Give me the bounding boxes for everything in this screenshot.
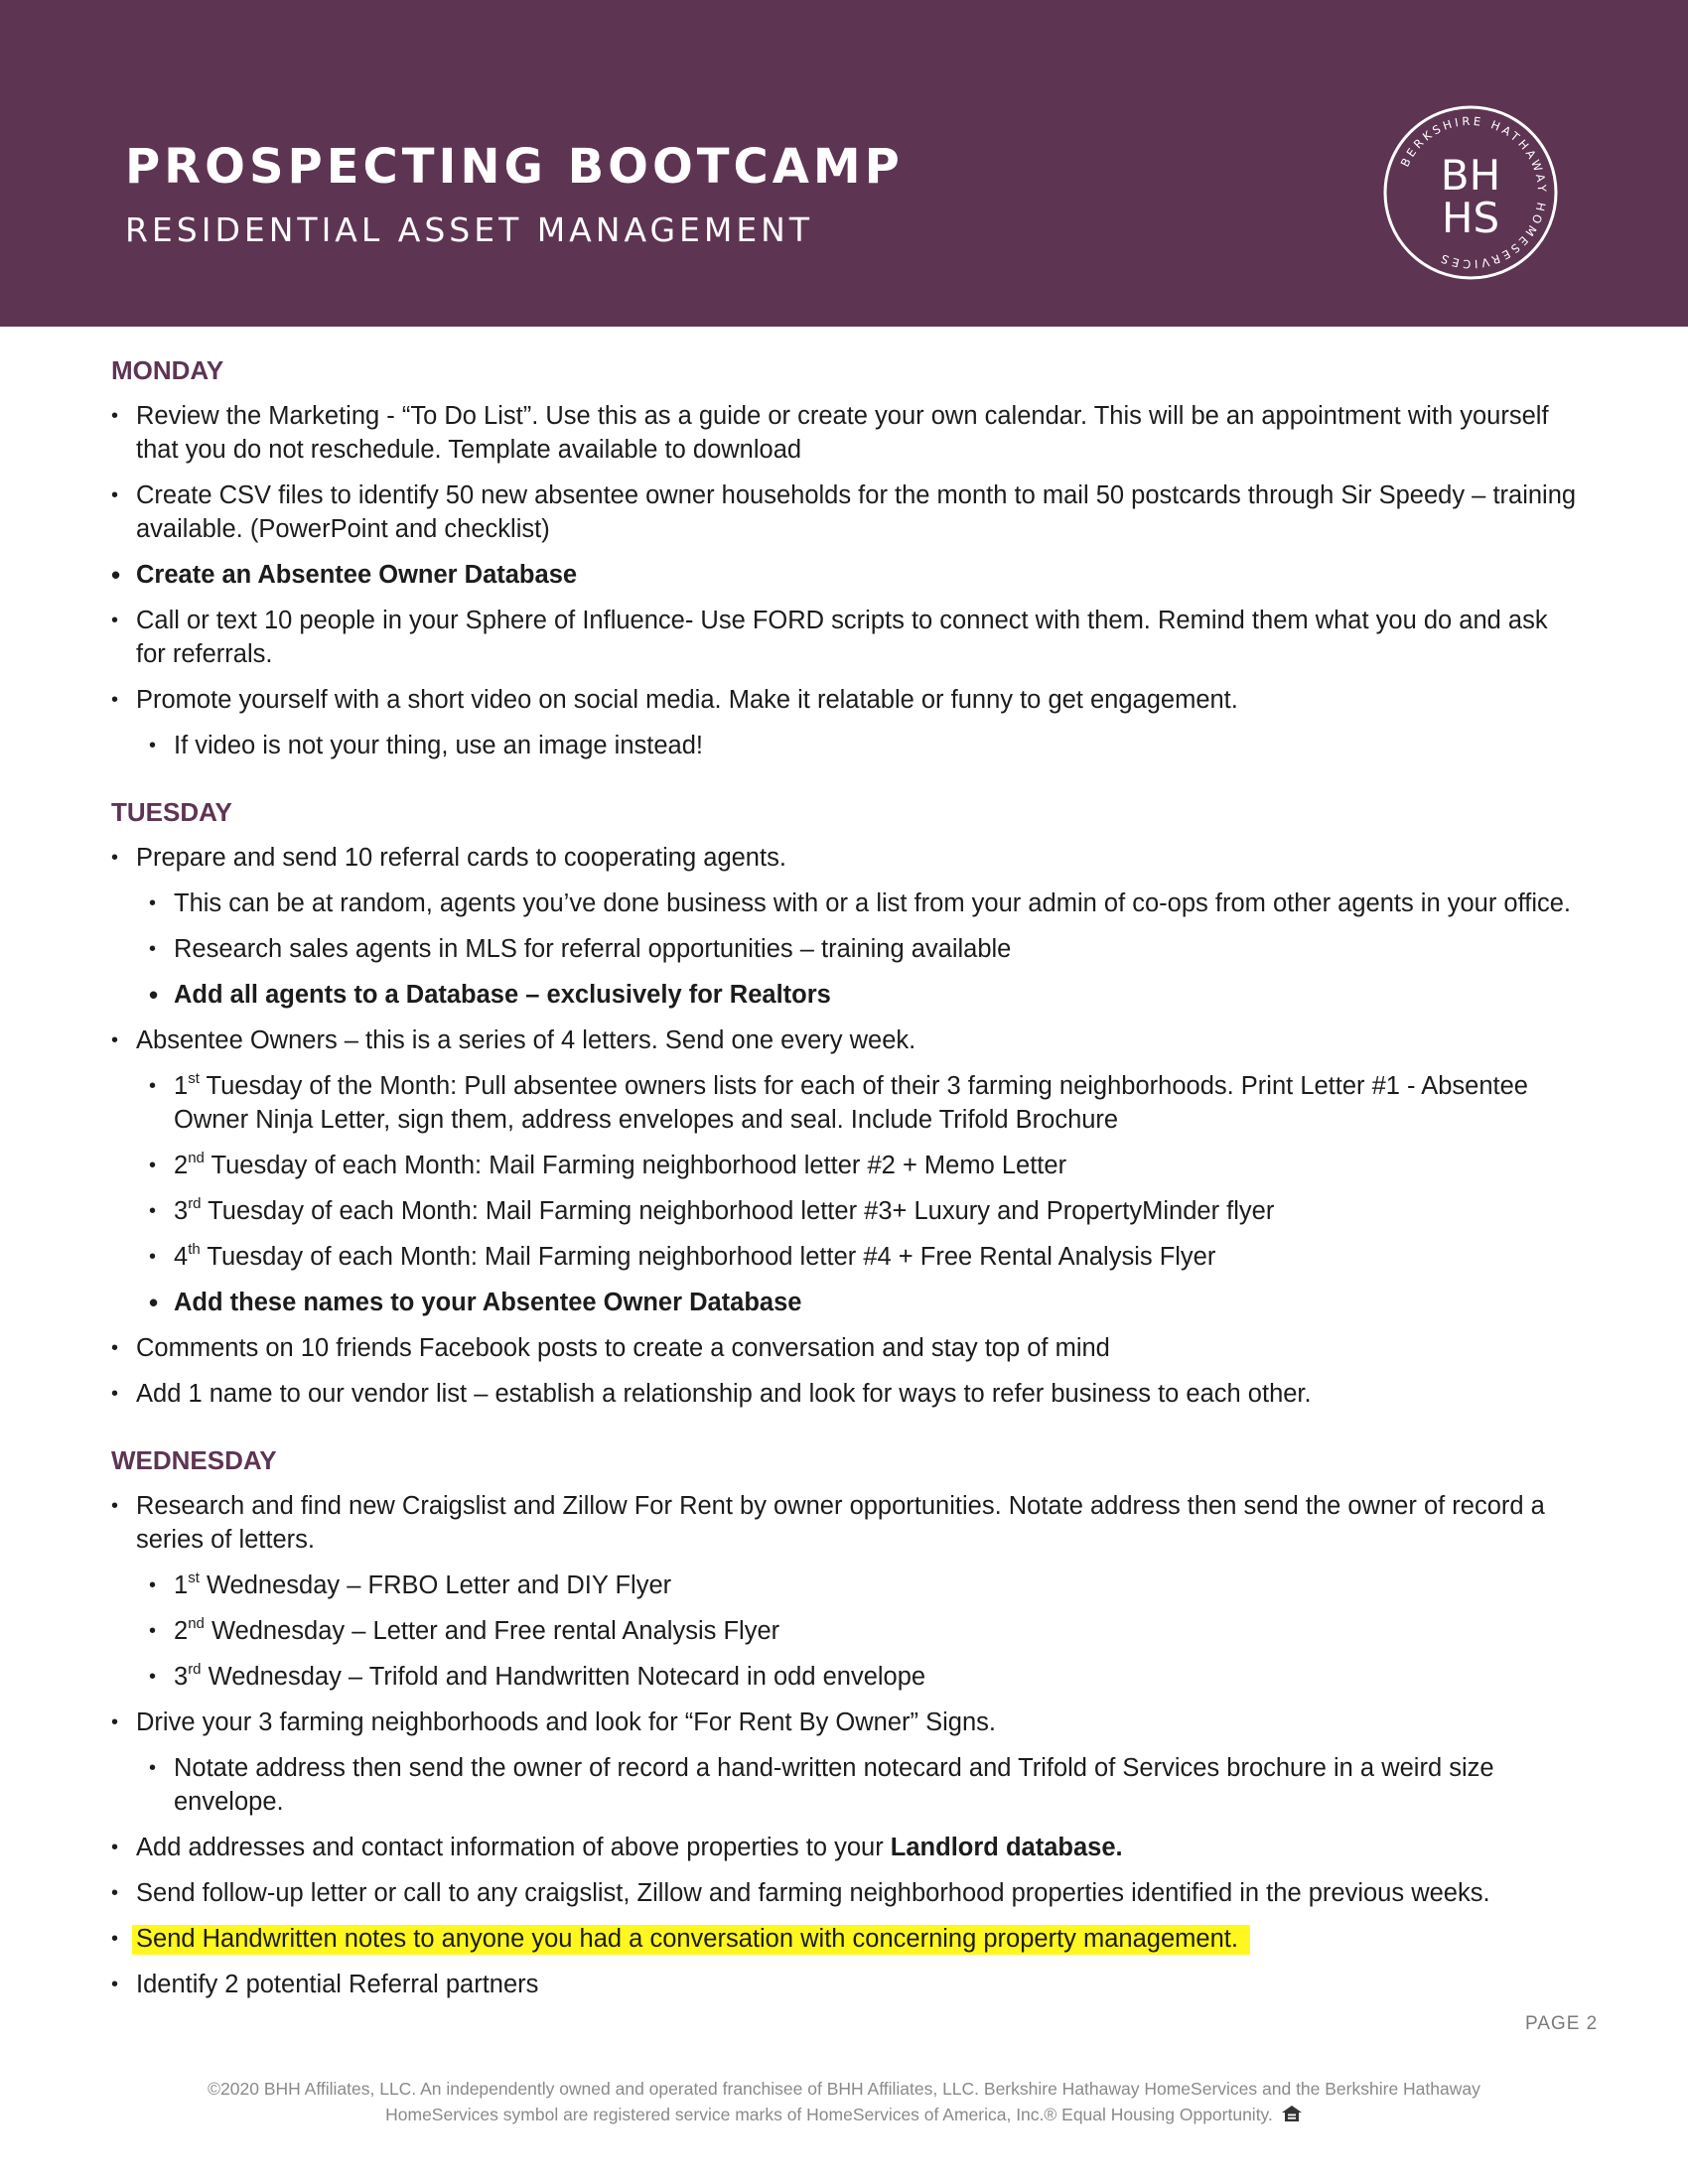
sub-list-item (111, 1569, 1581, 1602)
ordinal-suffix: th (188, 1240, 201, 1258)
page-number: PAGE 2 (1525, 2013, 1599, 2034)
sub-list-item (111, 1069, 1581, 1137)
item-text: Wednesday – FRBO Letter and DIY Flyer (199, 1571, 672, 1599)
sub-list-item (111, 1149, 1581, 1182)
footer-line-1: ©2020 BHH Affiliates, LLC. An independently owned and operated franchisee of BHH Affiliates, LLC. Berkshire Hathaway HomeServices and the Berkshire Hathaway (208, 2079, 1480, 2099)
content (111, 354, 1581, 2013)
header-banner (0, 0, 1688, 327)
sub-list-item (111, 1614, 1581, 1648)
list-item: • Send follow-up letter or call to any craigslist, Zillow and farming neighborhood properties identified in the previous weeks. (111, 1876, 1581, 1910)
list-item: • Absentee Owners – this is a series of 4 letters. Send one every week. (111, 1024, 1581, 1057)
list-item (111, 1922, 1581, 1956)
ordinal-number: 3 (174, 1663, 189, 1691)
ordinal-number: 3 (174, 1197, 189, 1225)
tuesday-heading: TUESDAY (111, 797, 232, 827)
footer-line-2 (99, 2102, 1589, 2127)
item-text: Tuesday of the Month: Pull absentee owners lists for each of their 3 farming neighborhoods. Print Letter #1 - Absentee Owner Ninja Letter, sign them, address envelopes and seal. Include Trifold Brochure (174, 1072, 1528, 1134)
ordinal-number: 1 (174, 1571, 189, 1599)
item-text: Tuesday of each Month: Mail Farming neighborhood letter #2 + Memo Letter (204, 1152, 1067, 1179)
list-item: • Drive your 3 farming neighborhoods and look for “For Rent By Owner” Signs. (111, 1706, 1581, 1739)
ordinal-suffix: nd (188, 1614, 205, 1632)
list-item (111, 1831, 1581, 1864)
ordinal-number: 1 (174, 1072, 189, 1100)
logo-bh: BH (1440, 151, 1501, 200)
list-item: • Promote yourself with a short video on social media. Make it relatable or funny to get engagement. (111, 683, 1581, 717)
wednesday-heading: WEDNESDAY (111, 1445, 277, 1475)
item-text: Tuesday of each Month: Mail Farming neighborhood letter #3+ Luxury and PropertyMinder flyer (201, 1197, 1275, 1225)
sub-list-item (111, 1240, 1581, 1274)
ordinal-number: 2 (174, 1152, 189, 1179)
monday-heading: MONDAY (111, 355, 224, 385)
list-item: • Prepare and send 10 referral cards to cooperating agents. (111, 841, 1581, 875)
sub-list-item: • Notate address then send the owner of record a hand-written notecard and Trifold of Services brochure in a weird size envelope. (111, 1751, 1581, 1819)
ordinal-suffix: nd (188, 1149, 205, 1166)
bhhs-logo (1383, 105, 1558, 280)
footer-disclaimer (99, 2076, 1589, 2127)
highlighted-text: Send Handwritten notes to anyone you had a conversation with concerning property management. (132, 1925, 1250, 1955)
sub-list-item: • This can be at random, agents you’ve done business with or a list from your admin of co-ops from other agents in your office. (111, 887, 1581, 920)
logo-ring-text: BERKSHIRE HATHAWAY HOMESERVICES (1397, 113, 1550, 272)
wednesday-list (111, 1489, 1581, 2001)
sub-list-item: • Add all agents to a Database – exclusively for Realtors (111, 978, 1581, 1012)
ordinal-suffix: rd (188, 1194, 202, 1212)
page-title: PROSPECTING BOOTCAMP (125, 139, 904, 195)
item-text: Wednesday – Trifold and Handwritten Notecard in odd envelope (201, 1663, 926, 1691)
list-item: • Add 1 name to our vendor list – establish a relationship and look for ways to refer business to each other. (111, 1377, 1581, 1411)
monday-list (111, 399, 1581, 762)
list-item: • Identify 2 potential Referral partners (111, 1968, 1581, 2001)
list-item: • Comments on 10 friends Facebook posts to create a conversation and stay top of mind (111, 1331, 1581, 1365)
list-item: • Create CSV files to identify 50 new absentee owner households for the month to mail 50 postcards through Sir Speedy – training available. (PowerPoint and checklist) (111, 478, 1581, 546)
sub-list-item (111, 1194, 1581, 1228)
footer-line-2-text: HomeServices symbol are registered service marks of HomeServices of America, Inc.® Equal Housing Opportunity. (385, 2105, 1273, 2124)
tuesday-list (111, 841, 1581, 1411)
item-text: Tuesday of each Month: Mail Farming neighborhood letter #4 + Free Rental Analysis Flyer (200, 1243, 1216, 1271)
item-text: Add addresses and contact information of above properties to your (136, 1834, 891, 1861)
logo-hs: HS (1441, 194, 1500, 242)
ordinal-suffix: rd (188, 1660, 202, 1678)
ordinal-suffix: st (188, 1069, 200, 1087)
ordinal-number: 4 (174, 1243, 189, 1271)
ordinal-suffix: st (188, 1569, 200, 1586)
page-subtitle: RESIDENTIAL ASSET MANAGEMENT (125, 210, 814, 249)
list-item: • Call or text 10 people in your Sphere of Influence- Use FORD scripts to connect with them. Remind them what you do and ask for referrals. (111, 604, 1581, 671)
equal-housing-icon (1281, 2105, 1303, 2122)
list-item: • Review the Marketing - “To Do List”. Use this as a guide or create your own calendar. This will be an appointment with yourself that you do not reschedule. Template available to download (111, 399, 1581, 467)
landlord-database-label: Landlord database. (890, 1834, 1123, 1861)
list-item: • Create an Absentee Owner Database (111, 558, 1581, 592)
list-item: • Research and find new Craigslist and Zillow For Rent by owner opportunities. Notate address then send the owner of record a series of letters. (111, 1489, 1581, 1557)
sub-list-item: • Research sales agents in MLS for referral opportunities – training available (111, 932, 1581, 966)
sub-list-item (111, 1660, 1581, 1694)
ordinal-number: 2 (174, 1617, 189, 1645)
item-text: Wednesday – Letter and Free rental Analysis Flyer (204, 1617, 780, 1645)
sub-list-item: • If video is not your thing, use an image instead! (111, 729, 1581, 762)
sub-list-item: • Add these names to your Absentee Owner Database (111, 1286, 1581, 1319)
